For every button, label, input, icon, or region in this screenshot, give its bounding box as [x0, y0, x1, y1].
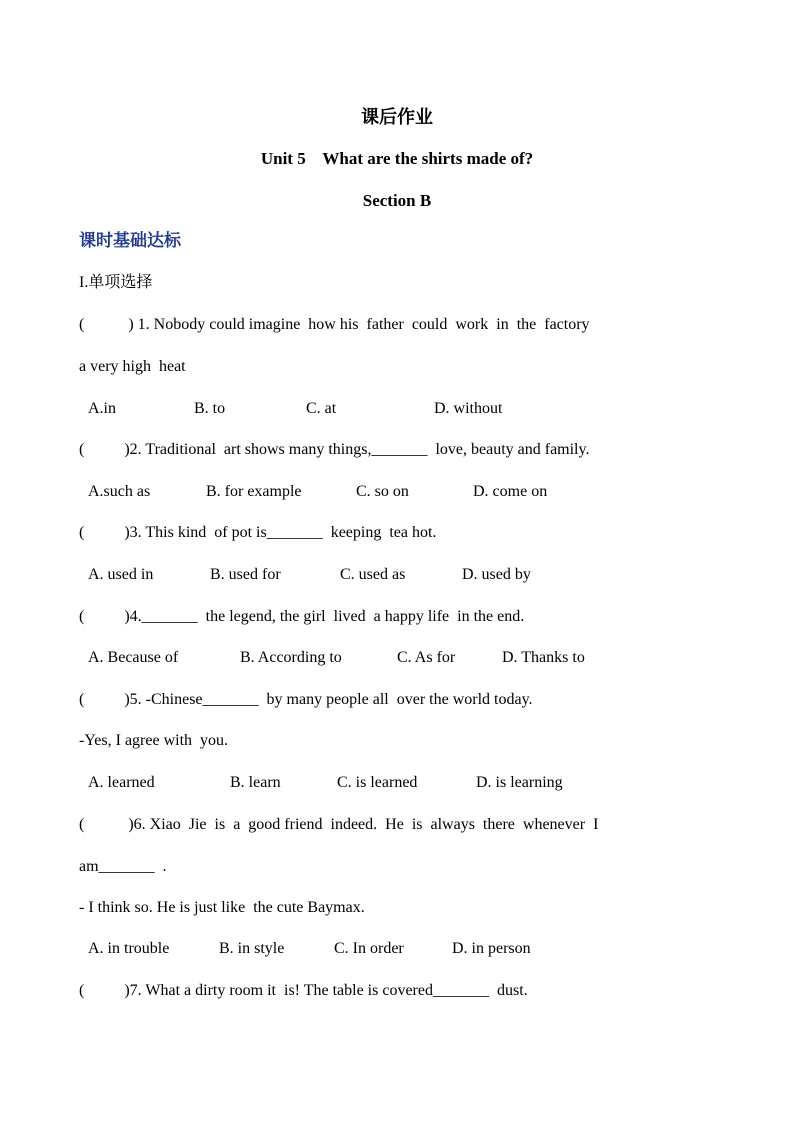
question-stem-line: ( )4._______ the legend, the girl lived a happy life in the end.: [79, 608, 525, 625]
option-a: A. in trouble: [88, 940, 170, 957]
question-stem-line: -Yes, I agree with you.: [79, 732, 229, 749]
option-c: C. at: [306, 400, 337, 417]
option-c: C. As for: [397, 649, 456, 666]
option-c: C. so on: [356, 483, 409, 500]
option-d: D. used by: [462, 566, 531, 583]
option-d: D. in person: [452, 940, 531, 957]
question-stem-line: ( )5. -Chinese_______ by many people all over the world today.: [79, 691, 533, 708]
question-stem-line: a very high heat: [79, 358, 186, 375]
option-a: A. Because of: [88, 649, 179, 666]
option-b: B. to: [194, 400, 226, 417]
question-stem-line: ( )2. Traditional art shows many things,_______ love, beauty and family.: [79, 441, 590, 458]
section-heading: 课时基础达标: [79, 231, 181, 250]
option-d: D. without: [434, 400, 503, 417]
question-stem-line: am_______ .: [79, 858, 167, 875]
question-stem-line: ( ) 1. Nobody could imagine how his father could work in the factory: [79, 316, 590, 333]
question-stem-line: ( )7. What a dirty room it is! The table is covered_______ dust.: [79, 982, 528, 999]
option-c: C. In order: [334, 940, 404, 957]
option-d: D. Thanks to: [502, 649, 585, 666]
part-heading: I.单项选择: [79, 274, 153, 291]
question-stem-line: ( )6. Xiao Jie is a good friend indeed. He is always there whenever I: [79, 816, 599, 833]
option-b: B. learn: [230, 774, 281, 791]
option-d: D. come on: [473, 483, 548, 500]
option-a: A.in: [88, 400, 116, 417]
page-title: 课后作业: [361, 107, 433, 127]
question-stem-line: - I think so. He is just like the cute Baymax.: [79, 899, 365, 916]
option-d: D. is learning: [476, 774, 563, 791]
option-b: B. According to: [240, 649, 342, 666]
option-a: A.such as: [88, 483, 151, 500]
section-title: Section B: [362, 191, 432, 210]
question-stem-line: ( )3. This kind of pot is_______ keeping tea hot.: [79, 524, 437, 541]
unit-title: Unit 5 What are the shirts made of?: [260, 149, 534, 168]
option-b: B. used for: [210, 566, 281, 583]
option-b: B. for example: [206, 483, 302, 500]
option-c: C. used as: [340, 566, 406, 583]
option-a: A. used in: [88, 566, 154, 583]
option-a: A. learned: [88, 774, 155, 791]
option-b: B. in style: [219, 940, 285, 957]
option-c: C. is learned: [337, 774, 418, 791]
